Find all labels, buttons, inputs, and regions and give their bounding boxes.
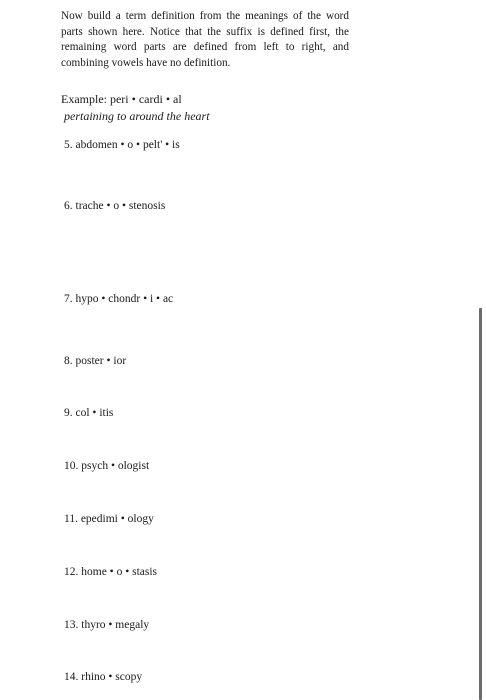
question-item: 7. hypo • chondr • i • ac — [64, 293, 174, 305]
question-item: 6. trache • o • stenosis — [64, 200, 166, 212]
instructions-paragraph: Now build a term definition from the meanings of the word parts shown here. Notice that the suffix is defined first, the remaining word parts are defined from left to right, and combining vowels have no definition. — [61, 10, 349, 69]
question-item: 10. psych • ologist — [64, 460, 150, 472]
question-item: 14. rhino • scopy — [64, 671, 143, 683]
question-item: 13. thyro • megaly — [64, 619, 150, 631]
example-definition: pertaining to around the heart — [64, 109, 210, 123]
question-item: 8. poster • ior — [64, 355, 127, 367]
question-item: 5. abdomen • o • pelt' • is — [64, 139, 180, 151]
vertical-scrollbar[interactable] — [479, 308, 482, 700]
example-word-parts: Example: peri • cardi • al — [61, 92, 182, 106]
question-item: 11. epedimi • ology — [64, 513, 154, 525]
question-item: 9. col • itis — [64, 407, 114, 419]
question-item: 12. home • o • stasis — [64, 566, 158, 578]
